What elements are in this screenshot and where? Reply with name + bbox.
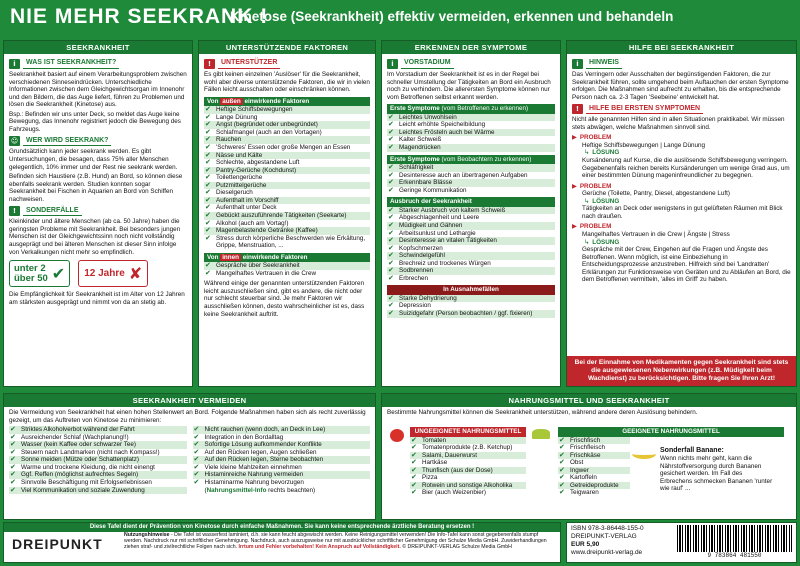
subheading: ! HILFE BEI ERSTEN SYMPTOMEN	[572, 104, 791, 114]
list-item: ✔ Starke Dehydrierung	[387, 295, 555, 303]
list-item: ✔ Leicht erhöhte Speichelbildung	[388, 120, 486, 129]
check-icon: ✔	[205, 127, 211, 136]
list-item: ✔ Sofortige Lösung aufkommender Konflikte	[193, 441, 371, 449]
list-item: ✔ Tomatenprodukte (z.B. Ketchup)	[411, 443, 513, 452]
check-icon: ✔	[205, 150, 211, 159]
price: EUR 5,90	[571, 541, 600, 549]
list-item: ✔ Auf den Rücken legen, Augen schließen	[193, 447, 317, 456]
footer	[3, 522, 561, 563]
checkmark-icon: ✔	[51, 264, 66, 284]
check-icon: ✔	[193, 478, 200, 487]
check-icon: ✔	[193, 455, 200, 464]
arrow-icon: ▶	[572, 182, 577, 190]
section-title: SEEKRANKHEIT VERMEIDEN	[4, 394, 375, 407]
list-item: ✔ Toilettengerüche	[205, 173, 263, 182]
header	[0, 0, 800, 32]
warning-icon: !	[572, 104, 583, 114]
list-item: ✔ Kartoffeln	[559, 473, 597, 482]
outbreak-heading: Ausbruch der Seekrankheit	[387, 197, 555, 207]
list-item: ✔ Stress durch körperliche Beschwerden wie Erkältung, Grippe, Menstruation, ...	[205, 233, 366, 250]
warning-icon: !	[9, 206, 20, 216]
paragraph: Grundsätzlich kann jeder seekrank werden. Es gibt Untersuchungen, die besagen, dass 75% aller Menschen gelegentlich, 10% immer und der Rest nie seekrank werden.	[9, 148, 178, 171]
exception-heading: In Ausnahmefällen	[387, 285, 555, 295]
subheading: i WAS IST SEEKRANKHEIT?	[9, 59, 187, 69]
paragraph: Bestimmte Nahrungsmittel können die Seekrankheit unterstützen, während andere deren Auslösung behindern.	[387, 409, 698, 417]
bad-food-heading: UNGEEIGNETE NAHRUNGSMITTEL	[410, 427, 526, 437]
list-item: ✔ Thunfisch (aus der Dose)	[410, 467, 526, 475]
symptoms-list	[387, 164, 555, 194]
check-icon: ✔	[388, 185, 394, 194]
list-item: ✔ Kalter Schweiß	[388, 135, 442, 144]
list-item: ✔ Sinnvolle Beschäftigung mit Erfolgserlebnissen	[10, 478, 152, 487]
check-icon: ✔	[205, 165, 211, 174]
column-symptome	[381, 40, 561, 387]
check-icon: ✔	[388, 163, 394, 172]
list-item: ✔ Desinteresse an vitalen Tätigkeiten	[387, 237, 555, 245]
medication-warning: Bei der Einnahme von Medikamenten gegen Seekrankheit sind stets die ausgewiesenen Nebenwirkungen (z.B. Müdigkeit beim Wachdienst) zu berücksichtigen. Bitte fragen Sie Ihren Arzt!	[567, 356, 796, 386]
column-unterstuetzende-faktoren	[198, 40, 376, 387]
age-badges	[9, 260, 187, 287]
bad-food-list	[410, 437, 526, 497]
section-vermeiden	[3, 393, 376, 520]
check-icon: ✔	[411, 458, 417, 467]
isbn: ISBN 978-3-86448-155-0	[571, 525, 644, 532]
list-item: ✔ Rauchen	[204, 136, 370, 144]
paragraph: Die Empfänglichkeit für Seekrankheit ist im Alter von 12 Jahren am stärksten ausgeprägt und nimmt von da an stetig ab.	[9, 291, 185, 306]
arrow-icon: ↳	[584, 197, 590, 205]
check-icon: ✔	[193, 462, 200, 471]
banana-text: Wenn nichts mehr geht, kann die Nährstoffversorgung durch Bananen gesichert werden. Im Fall des Erbrechens schmecken Bananen 'runter wie rauf' ...	[660, 455, 773, 493]
check-icon: ✔	[388, 301, 394, 310]
list-item: ✔ Tomaten	[410, 437, 526, 445]
list-item: ✔ Abgeschlagenheit und Leere	[388, 213, 480, 222]
check-icon: ✔	[10, 455, 16, 464]
check-icon: ✔	[411, 435, 417, 444]
check-icon: ✔	[559, 435, 565, 444]
list-item: ✔ Striktes Alkoholverbot während der Fahrt	[9, 426, 187, 434]
problem-block: ▶ PROBLEM Gerüche (Toilette, Pantry, Diesel, abgestandene Luft) ↳ LÖSUNG Tätigkeiten an Deck oder wenigstens in gut gelüfteten Räumen mit Blick nach draußen.	[572, 182, 783, 220]
column-title: UNTERSTÜTZENDE FAKTOREN	[199, 41, 375, 54]
warning-icon: !	[204, 59, 215, 69]
paragraph: Während einige der genannten unterstützenden Faktoren leicht auszuschließen sind, gibt es andere, die nicht oder nur schlecht steuerbar sind. Je mehr Faktoren wir ausschließen können, desto wahrscheinlicher ist es, dass keine Seekrankheit auftritt.	[204, 280, 365, 318]
list-item: ✔ Getreideprodukte	[558, 482, 630, 490]
check-icon: ✔	[559, 488, 565, 497]
banana-heading: Sonderfall Banane:	[660, 446, 724, 454]
page-subtitle: Kinetose (Seekrankheit) effektiv vermeiden, erkennen und behandeln	[230, 9, 674, 24]
info-icon: i	[572, 59, 583, 69]
list-item: ✔ Ggf. Reffen (möglichst aufrechtes Segeln)	[9, 471, 187, 479]
paragraph: Die Vermeidung von Seekrankheit hat einen hohen Stellenwert an Bord. Folgende Maßnahmen haben sich als recht zuverlässig gezeigt, um das Auftreten von Kinetose zu minimieren:	[9, 409, 366, 424]
list-item: ✔ Alkohol (auch am Vortag!)	[205, 218, 289, 227]
list-item: ✔ Angst (begründet oder unbegründet)	[204, 121, 370, 129]
check-icon: ✔	[388, 143, 394, 152]
check-icon: ✔	[388, 273, 394, 282]
check-icon: ✔	[205, 180, 211, 189]
check-icon: ✔	[205, 158, 211, 167]
check-icon: ✔	[205, 218, 211, 227]
check-icon: ✔	[388, 236, 394, 245]
arrow-icon: ▶	[572, 134, 577, 142]
check-icon: ✔	[205, 226, 211, 235]
check-icon: ✔	[10, 462, 16, 471]
list-item: ✔ Ingwer	[558, 467, 630, 475]
list-item: ✔ Erbrechen	[388, 273, 429, 282]
list-item: ✔ Lange Dünung	[205, 112, 258, 121]
check-icon: ✔	[10, 440, 16, 449]
list-item: ✔ Schlafmangel (auch an den Vortagen)	[205, 127, 322, 136]
check-icon: ✔	[559, 465, 565, 474]
paragraph: Nicht alle genannten Hilfen sind in allen Situationen praktikabel. Wir müssen stets abwägen, welche Maßnahmen sinnvoll sind.	[572, 116, 785, 131]
arrow-icon: ↳	[584, 149, 590, 157]
list-item: ✔ Pizza	[411, 473, 438, 482]
list-item: ✔ Starker Ausbruch von kaltem Schweiß	[387, 207, 555, 215]
section-nahrungsmittel	[381, 393, 797, 520]
check-icon: ✔	[559, 473, 565, 482]
list-item: ✔ Viele kleine Mahlzeiten einnehmen	[193, 462, 302, 471]
avoid-list-right	[193, 426, 371, 494]
info-icon: i	[9, 59, 20, 69]
column-seekrankheit	[3, 40, 193, 387]
check-icon: ✔	[388, 308, 394, 317]
check-icon: ✔	[205, 268, 211, 277]
list-item: ✔ Dieselgeruch	[205, 188, 253, 197]
list-item: ✔ Salami, Dauerwurst	[410, 452, 526, 460]
check-icon: ✔	[205, 210, 211, 219]
list-item: ✔ Schläfrigkeit	[387, 164, 555, 172]
check-icon: ✔	[388, 266, 394, 275]
check-icon: ✔	[10, 425, 16, 434]
cross-icon: ✘	[128, 264, 143, 284]
arrow-icon: ▶	[572, 223, 577, 231]
check-icon: ✔	[559, 443, 565, 452]
legal-text: Nutzungshinweise - Die Tafel ist wasserfest laminiert, d.h. sie kann feucht abgewischt werden. Keine Reinigungsmittel verwenden! Die Info-Tafel kann sonst gegebenenfalls stumpf werden. Nachdruck nur mit schriftlicher Genehmigung. Nachdruck, auch auszugsweise nur mit ausdrücklicher schriftlicher Genehmigung der Schulze Media GmbH. Zuwiderhandlungen ziehen straf- und zivilrechtliche Folgen nach sich. Irrtum und Fehler vorbehalten! Kein Anspruch auf Vollständigkeit. © DREIPUNKT-VERLAG Schulze Media GmbH	[124, 532, 547, 550]
check-icon: ✔	[388, 127, 394, 136]
paragraph: Im Vorstadium der Seekrankheit ist es in der Regel bei schneller Umstellung der Tätigkeiten an Bord ein Ausbruch noch zu verhindern. Die allerersten Symptome können nur vom Betroffenen selbst erkannt werden.	[387, 71, 551, 101]
list-item: ✔ Histaminarme Nahrung bevorzugen	[193, 478, 304, 487]
list-item: ✔ Nässe und Kälte	[204, 152, 370, 160]
check-icon: ✔	[388, 213, 394, 222]
check-icon: ✔	[193, 447, 200, 456]
check-icon: ✔	[411, 480, 417, 489]
check-icon: ✔	[559, 480, 565, 489]
list-item: ✔ Ausreichender Schlaf (Wachplanung!!)	[10, 432, 129, 441]
outbreak-list	[387, 207, 555, 282]
list-item: ✔ Leichtes Unwohlsein	[387, 114, 555, 122]
list-item: ✔ Leichtes Frösteln auch bei Wärme	[387, 129, 555, 137]
list-item: ✔ Magendrücken	[387, 144, 555, 152]
exception-list	[387, 295, 555, 318]
inner-factors-heading: Von innen einwirkende Faktoren	[204, 253, 370, 263]
list-item: ✔ Auf den Rücken legen, Sterne beobachten	[193, 456, 371, 464]
subheading: ! UNTERSTÜTZER	[204, 59, 370, 69]
symptoms-heading: Erste Symptome (vom Beobachtern zu erkennen)	[387, 155, 555, 165]
check-icon: ✔	[205, 203, 211, 212]
check-icon: ✔	[205, 143, 211, 152]
list-item: ✔ Wasser (kein Kaffee oder schwarzer Tee)	[9, 441, 187, 449]
problem-solution-list	[572, 134, 791, 283]
avoid-list-left	[9, 426, 187, 494]
check-icon: ✔	[205, 173, 211, 182]
check-icon: ✔	[10, 478, 16, 487]
column-title: HILFE BEI SEEKRANKHEIT	[567, 41, 796, 54]
paragraph: Bsp.: Befinden wir uns unter Deck, so meldet das Auge keine Bewegung, das Innenohr registriert jedoch die Bewegung des Fahrzeugs.	[9, 110, 181, 133]
check-icon: ✔	[388, 170, 394, 179]
list-item: ✔ Suizidgefahr (Person beobachten / ggf. fixieren)	[387, 310, 555, 318]
list-item: ✔ 'Schweres' Essen oder große Mengen an Essen	[205, 143, 351, 152]
barcode-bars	[677, 525, 792, 552]
list-item: ✔ Histaminreiche Nahrung vermeiden	[193, 471, 371, 479]
publisher-box	[566, 522, 797, 563]
check-icon: ✔	[388, 251, 394, 260]
website-link[interactable]: www.dreipunkt-verlag.de	[571, 549, 643, 557]
age-badge-bad: 12 Jahre ✘	[78, 260, 148, 287]
list-item: ✔ Hartkäse	[411, 458, 448, 467]
list-item: ✔ Gebückt auszuführende Tätigkeiten (Seekarte)	[204, 212, 370, 220]
list-item: ✔ Schlechte, abgestandene Luft	[205, 158, 300, 167]
list-item: ✔ Putzmittelgerüche	[204, 182, 370, 190]
check-icon: ✔	[388, 135, 394, 144]
check-icon: ✔	[193, 432, 200, 441]
list-item: ✔ Frischfisch	[558, 437, 630, 445]
list-item: ✔ Magenbelastende Getränke (Kaffee)	[204, 227, 370, 235]
check-icon: ✔	[559, 450, 565, 459]
check-icon: ✔	[388, 243, 394, 252]
check-icon: ✔	[205, 135, 211, 144]
list-item: ✔ Nicht rauchen (wenn doch, an Deck in Lee)	[193, 426, 371, 434]
problem-block: ▶ PROBLEM Mangelhaftes Vertrauen in die Crew | Ängste | Stress ↳ LÖSUNG Gespräche mit der Crew, Eingehen auf die Fragen und Ängste des Betroffenen. Wenn möglich, ist eine Einbeziehung in Entscheidungsprozesse anzustreben. Hilfreich sind bei 'Landratten' Erklärungen zur Funktionsweise von Geräten und zu Abläufen an Bord, die dem Betroffenen vermitteln, 'alles im Griff' zu haben.	[572, 223, 791, 284]
tomato-icon	[390, 429, 404, 442]
check-icon: ✔	[411, 465, 417, 474]
list-item: ✔ Depression	[388, 301, 431, 310]
check-icon: ✔	[388, 258, 394, 267]
column-hilfe	[566, 40, 797, 387]
problem-block: ▶ PROBLEM Heftige Schiffsbewegungen | Lange Dünung ↳ LÖSUNG Kursänderung auf Kurse, die die auslösende Schiffsbewegung verringern. Gegebenenfalls reichen bereits Kursänderungen um wenige Grad aus, um einer bestimmten Dünung mageninfreundlicher zu begegnen.	[572, 134, 790, 180]
list-item: ✔ Obst	[559, 458, 584, 467]
list-item: ✔ Heftige Schiffsbewegungen	[204, 106, 370, 114]
inner-factors-list	[204, 262, 370, 277]
subheading: ☺ WER WIRD SEEKRANK?	[9, 136, 187, 146]
paragraph: Befinden sich Haustiere (z.B. Hund) an Bord, so können diese ebenfalls seekrank werden. Studien konnten sogar Seekrankheit bei Fischen in Aquarien an Bord von Schiffen nachweisen.	[9, 173, 183, 203]
paragraph: Das Verringern oder Ausschalten der begünstigenden Faktoren, die zur Seekrankheit führen, sollte umgehend beim Auftauchen der ersten Symptome erfolgen. Die Maßnahmen sind aufrecht zu erhalten, bis die entsprechende Person nach ca. 2-3 Tagen 'Seebeine' entwickelt hat.	[572, 71, 789, 101]
list-item: ✔ Frischkäse	[558, 452, 630, 460]
list-item: ✔ Erkennbare Blässe	[387, 179, 555, 187]
barcode: 9 783864 481550	[677, 525, 792, 560]
info-icon: i	[387, 59, 398, 69]
column-title: SEEKRANKHEIT	[4, 41, 192, 54]
check-icon: ✔	[193, 440, 200, 449]
check-icon: ✔	[10, 432, 16, 441]
list-item: ✔ Warme und trockene Kleidung, die nicht einengt	[10, 462, 155, 471]
check-icon: ✔	[559, 458, 565, 467]
arrow-icon: ↳	[584, 238, 590, 246]
check-icon: ✔	[10, 470, 16, 479]
check-icon: ✔	[411, 450, 417, 459]
list-item: ✔ Sonne meiden (Mütze oder Schattenplatz)	[9, 456, 187, 464]
check-icon: ✔	[205, 120, 211, 129]
list-item: ✔ Gespräche über Seekrankheit	[204, 262, 370, 270]
check-icon: ✔	[205, 112, 211, 121]
list-item: ✔ Rotwein und sonstige Alkoholika	[410, 482, 526, 490]
list-item: ✔ Teigwaren	[559, 488, 599, 497]
list-item: ✔ Kopfschmerzen	[388, 243, 443, 252]
check-icon: ✔	[205, 261, 211, 270]
list-item: ✔ Integration in den Bordalltag	[193, 432, 284, 441]
list-item: (Nahrungsmittel-Info rechts beachten)	[204, 486, 316, 494]
symptoms-list	[387, 114, 555, 152]
list-item: ✔ Brechreiz und trockenes Würgen	[388, 258, 491, 267]
check-icon: ✔	[388, 120, 394, 129]
list-item: ✔ Sodbrennen	[387, 267, 555, 275]
check-icon: ✔	[205, 188, 211, 197]
paragraph: Es gibt keinen einzelnen 'Auslöser' für die Seekrankheit, wohl aber diverse unterstützende Faktoren, die wir in vielen Fällen leicht ausschalten oder einschränken können.	[204, 71, 370, 94]
symptoms-heading: Erste Symptome (vom Betroffenen zu erkennen)	[387, 104, 555, 114]
list-item: ✔ Steuern nach Landmarken (nicht nach Kompass!)	[10, 447, 160, 456]
check-icon: ✔	[193, 425, 200, 434]
check-icon: ✔	[411, 443, 417, 452]
subheading: i HINWEIS	[572, 59, 791, 69]
footer-notice: Diese Tafel dient der Prävention von Kinetose durch einfache Maßnahmen. Sie kann keine entsprechende ärztliche Beratung ersetzen !	[4, 523, 560, 532]
list-item: ✔ Frischfleisch	[559, 443, 605, 452]
list-item: ✔ Viel Kommunikation und soziale Zuwendung	[9, 487, 187, 495]
check-icon: ✔	[388, 220, 394, 229]
check-icon: ✔	[411, 488, 417, 497]
check-icon: ✔	[10, 485, 16, 494]
outer-factors-list	[204, 106, 370, 249]
list-item: ✔ Müdigkeit und Gähnen	[387, 222, 555, 230]
list-item: ✔ Pantry-Gerüche (Kochdunst)	[204, 167, 370, 175]
check-icon: ✔	[388, 178, 394, 187]
check-icon: ✔	[205, 195, 211, 204]
subheading: i VORSTADIUM	[387, 59, 555, 69]
page-title: NIE MEHR SEEKRANK !	[10, 5, 269, 28]
list-item: ✔ Desinteresse auch an übertragenen Aufgaben	[388, 170, 528, 179]
check-icon: ✔	[193, 470, 200, 479]
check-icon: ✔	[411, 473, 417, 482]
check-icon: ✔	[205, 233, 211, 242]
paragraph: Seekrankheit basiert auf einem Verarbeitungsproblem zwischen verschiedenen Sinneseindrücken. Unterschiedliche Informationen zwischen dem Gleichgewichtsorgan im Innenohr und den Bildern, die das Auge liefert, führen zu Problemen und lösen die Seekrankheit (Kinetose) aus.	[9, 71, 187, 109]
list-item: ✔ Geringe Kommunikation	[388, 185, 467, 194]
good-food-list	[558, 437, 630, 497]
banana-icon	[632, 449, 656, 459]
check-icon: ✔	[388, 293, 394, 302]
good-food-heading: GEEIGNETE NAHRUNGSMITTEL	[558, 427, 784, 437]
list-item: ✔ Mangelhaftes Vertrauen in die Crew	[205, 268, 317, 277]
age-badge-ok: unter 2 über 50 ✔	[9, 260, 70, 287]
brand-logo: DREIPUNKT	[12, 536, 103, 552]
list-item: ✔ Bier (auch Weizenbier)	[411, 488, 486, 497]
check-icon: ✔	[10, 447, 16, 456]
column-title: ERKENNEN DER SYMPTOME	[382, 41, 560, 54]
list-item: ✔ Aufenthalt unter Deck	[205, 203, 277, 212]
paragraph: Kleinkinder und ältere Menschen (ab ca. 50 Jahre) haben die geringsten Probleme mit Seekrankheit. Bei besonders jungen Menschen ist der Gleichgewichtssinn noch nicht vollständig ausgeprägt und bei älteren Menschen ist dieser Sinn infolge von Verkalkungen nicht mehr so empfindlich.	[9, 218, 181, 256]
outer-factors-heading: Von außen einwirkende Faktoren	[204, 97, 370, 107]
check-icon: ✔	[388, 228, 394, 237]
check-icon: ✔	[388, 112, 394, 121]
section-title: NAHRUNGSMITTEL UND SEEKRANKHEIT	[382, 394, 796, 407]
check-icon: ✔	[205, 105, 211, 114]
subheading: ! SONDERFÄLLE	[9, 206, 187, 216]
check-icon: ✔	[388, 205, 394, 214]
list-item: ✔ Aufenthalt im Vorschiff	[204, 197, 370, 205]
person-icon: ☺	[10, 137, 19, 146]
list-item: ✔ Schwindelgefühl	[387, 252, 555, 260]
list-item: ✔ Arbeitsunlust und Lethargie	[388, 228, 476, 237]
vegetable-icon	[532, 429, 550, 439]
publisher: DREIPUNKT-VERLAG	[571, 533, 637, 541]
